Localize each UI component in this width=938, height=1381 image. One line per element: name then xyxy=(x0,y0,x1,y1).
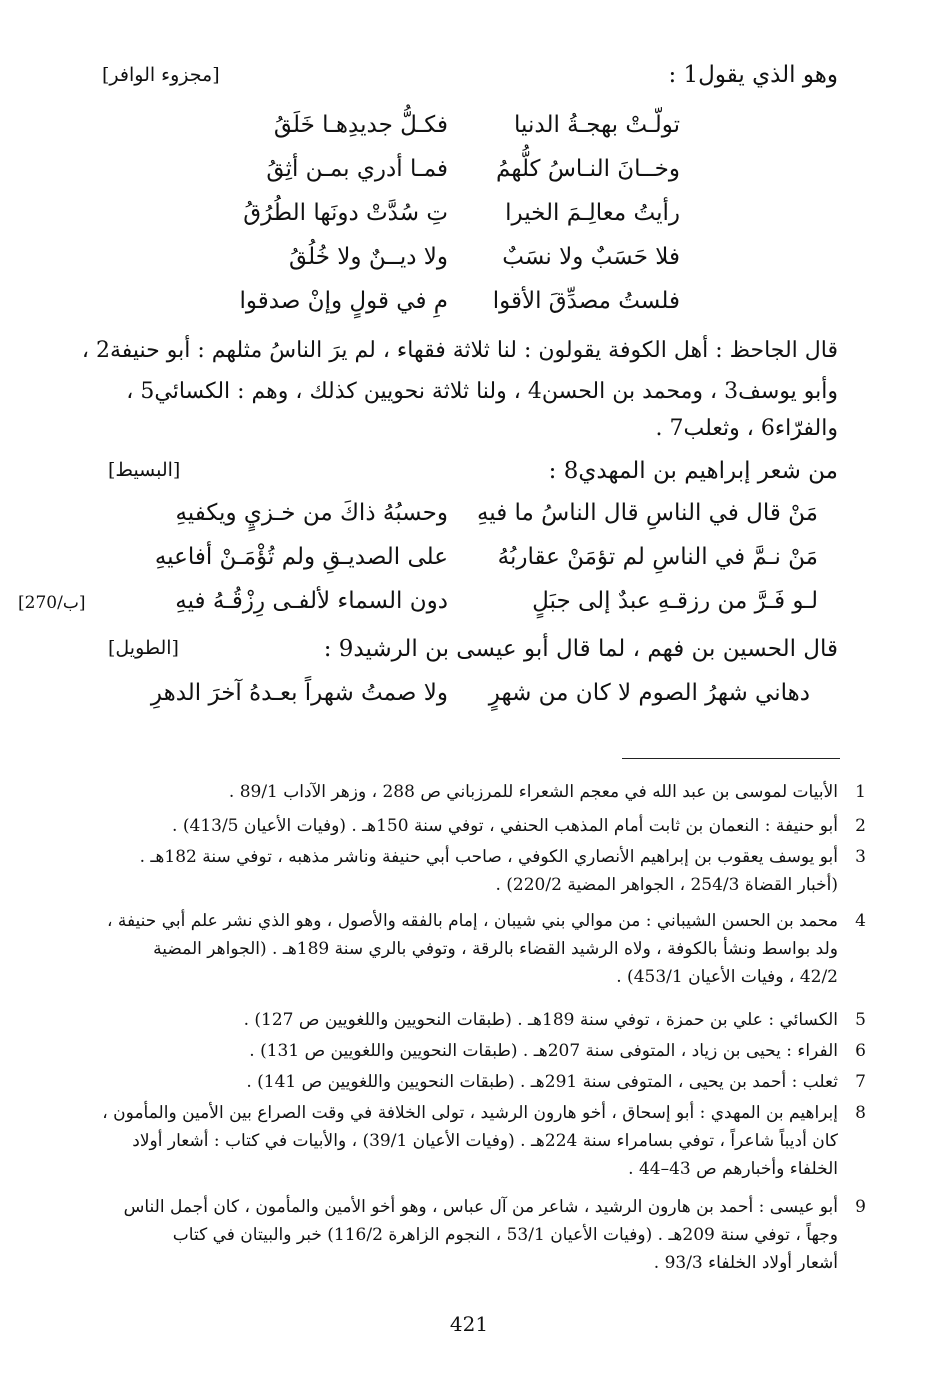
meter-label: [مجزوء الوافر] xyxy=(102,64,220,86)
verse-hemistich-1: رأيتُ معالِـمَ الخيرا xyxy=(505,200,680,226)
footnote-line: أبو عيسى : أحمد بن هارون الرشيد ، شاعر من آل عباس ، وهو أخو الأمين والمأمون ، كان أجمل الناس xyxy=(123,1197,838,1217)
verse-hemistich-1: وخــانَ النـاسُ كلُّهمُ xyxy=(496,156,680,182)
prose-line: وأبو يوسف3 ، ومحمد بن الحسن4 ، ولنا ثلاثة نحويين كذلك ، وهم : الكسائي5 ، xyxy=(126,379,838,404)
footnote xyxy=(98,1006,866,1034)
verse-hemistich-1: لـو فَـرَّ من رزقـهِ عبدٌ إلى جبَلٍ xyxy=(532,588,818,614)
footnote-number: 6 xyxy=(855,1041,866,1061)
footnote-line: 42/2 ، وفيات الأعيان 453/1) . xyxy=(616,967,838,987)
footnote xyxy=(98,1193,866,1277)
footnote-number: 7 xyxy=(855,1072,866,1092)
verse-hemistich-2: على الصديـقِ ولم تُؤْمَـنْ أفاعيهِ xyxy=(154,544,448,570)
verse-hemistich-2: مِ في قولٍ وإنْ صدقوا xyxy=(239,288,448,314)
verse-hemistich-2: تِ سُدَّتْ دونَها الطُرُقُ xyxy=(243,200,448,226)
footnote-line: محمد بن الحسن الشيباني : من موالي بني شيبان ، إمام بالفقه والأصول ، وهو الذي نشر علم أبي حنيفة ، xyxy=(106,911,838,931)
footnote-line: وجهاً ، توفي سنة 209هـ . (وفيات الأعيان 53/1 ، النجوم الزاهرة 116/2) خبر والبيتان في كتاب xyxy=(172,1225,838,1245)
verse-hemistich-2: دون السماء لألفـى رِزْقُـهُ فيهِ xyxy=(175,588,448,614)
verse-hemistich-1: دهاني شهرُ الصوم لا كان من شهرٍ xyxy=(488,680,810,706)
footnote-number: 1 xyxy=(855,782,866,802)
footnote xyxy=(98,812,866,840)
footnote-number: 8 xyxy=(855,1103,866,1123)
footnote xyxy=(98,1037,866,1065)
poem-intro: من شعر إبراهيم بن المهدي8 : xyxy=(548,458,838,484)
verse-hemistich-1: تولّـتْ بهجـةُ الدنيا xyxy=(514,112,680,138)
meter-label: [الطويل] xyxy=(108,637,179,659)
meter-label: [البسيط] xyxy=(108,459,181,481)
prose-line: والفرّاء6 ، وثعلب7 . xyxy=(655,416,838,441)
footnote-line: ولد بواسط ونشأ بالكوفة ، ولاه الرشيد القضاء بالرقة ، وتوفي بالري سنة 189هـ . (الجواهر المضية xyxy=(153,939,838,959)
prose-line: قال الجاحظ : أهل الكوفة يقولون : لنا ثلاثة فقهاء ، لم يرَ الناسُ مثلهم : أبو حنيفة2 ، xyxy=(81,338,838,363)
footnote-number: 2 xyxy=(855,816,866,836)
verse-hemistich-2: ولا صمتُ شهراً بعـدهُ آخرَ الدهرِ xyxy=(150,680,448,706)
footnote-line: الكسائي : علي بن حمزة ، توفي سنة 189هـ . (طبقات النحويين واللغويين ص 127) . xyxy=(243,1010,838,1030)
footnote xyxy=(98,1068,866,1096)
footnote xyxy=(98,1099,866,1183)
footnote-number: 3 xyxy=(855,847,866,867)
footnote-number: 5 xyxy=(855,1010,866,1030)
footnote-number: 4 xyxy=(855,911,866,931)
verse-hemistich-1: فلا حَسَبٌ ولا نسَبٌ xyxy=(502,244,680,270)
verse-hemistich-2: فمـا أدري بمـن أثِقُ xyxy=(266,156,448,182)
footnote-line: الخلفاء وأخبارهم ص 43–44 . xyxy=(628,1159,838,1179)
footnote xyxy=(98,843,866,899)
footnote-line: إبراهيم بن المهدي : أبو إسحاق ، أخو هارون الرشيد ، تولى الخلافة في وقت الصراع بين الأمين والمأمون ، xyxy=(102,1103,838,1123)
footnote xyxy=(98,907,866,991)
footnote-line: كان أديباً شاعراً ، توفي بسامراء سنة 224هـ . (وفيات الأعيان 39/1) ، والأبيات في كتاب : أشعار أولاد xyxy=(132,1131,838,1151)
footnote-number: 9 xyxy=(855,1197,866,1217)
footnote-line: أبو يوسف يعقوب بن إبراهيم الأنصاري الكوفي ، صاحب أبي حنيفة وناشر مذهبه ، توفي سنة 182هـ . xyxy=(139,847,838,867)
footnote-line: الأبيات لموسى بن عبد الله في معجم الشعراء للمرزباني ص 288 ، وزهر الآداب 89/1 . xyxy=(228,782,838,802)
footnote-line: الفراء : يحيى بن زياد ، المتوفى سنة 207هـ . (طبقات النحويين واللغويين ص 131) . xyxy=(249,1041,838,1061)
verse-hemistich-1: مَنْ قال في الناسِ قال الناسُ ما فيهِ xyxy=(476,500,818,526)
verse-hemistich-2: وحسبُهُ ذاكَ من خـزيٍ ويكفيهِ xyxy=(175,500,448,526)
verse-hemistich-2: ولا ديــنٌ ولا خُلُقُ xyxy=(288,244,448,270)
footnote-line: أشعار أولاد الخلفاء 93/3 . xyxy=(653,1253,838,1273)
poem-intro: وهو الذي يقول1 : xyxy=(668,62,838,88)
verse-hemistich-2: فكـلُّ جديدِهـا خَلَقُ xyxy=(273,112,448,138)
footnote-line: أبو حنيفة : النعمان بن ثابت أمام المذهب الحنفي ، توفي سنة 150هـ . (وفيات الأعيان 413/5) . xyxy=(172,816,838,836)
poem-intro: قال الحسين بن فهم ، لما قال أبو عيسى بن الرشيد9 : xyxy=(323,636,838,662)
footnote-line: (أخبار القضاة 254/3 ، الجواهر المضية 220/2) . xyxy=(495,875,838,895)
footnote-line: ثعلب : أحمد بن يحيى ، المتوفى سنة 291هـ . (طبقات النحويين واللغويين ص 141) . xyxy=(246,1072,838,1092)
verse-hemistich-1: مَنْ نـمَّ في الناسِ لم تؤمَنْ عقاربُهُ xyxy=(497,544,818,570)
verse-hemistich-1: فلستُ مصدِّقَ الأقوا xyxy=(492,288,680,314)
footnote xyxy=(98,778,866,806)
page-number: 421 xyxy=(449,1312,489,1336)
footnote-divider xyxy=(622,758,840,759)
manuscript-folio-ref: [270/ب] xyxy=(18,593,86,613)
